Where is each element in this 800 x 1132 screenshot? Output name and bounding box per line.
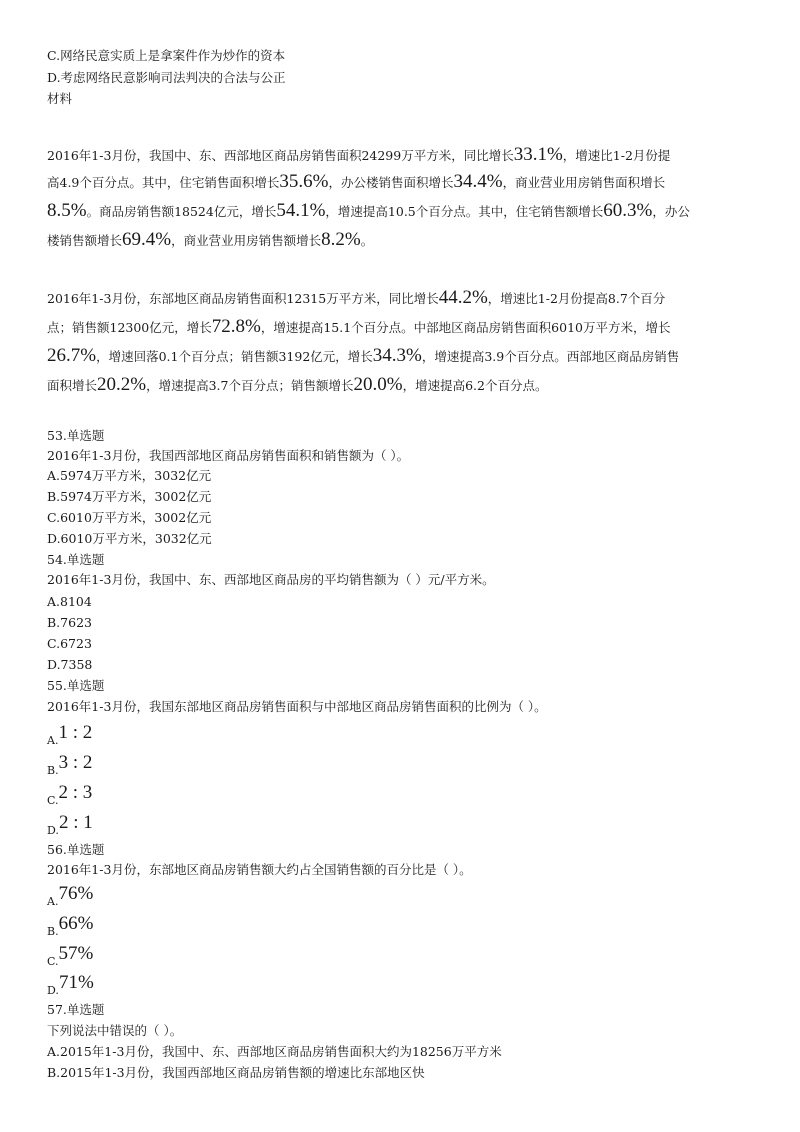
paragraph-line (47, 172, 665, 193)
percentage: 26.7% (47, 345, 97, 366)
text-run: ，增速提高3.9个百分点。西部地区商品房销售 (421, 349, 680, 364)
question-54-option-d[interactable]: D.7358 (47, 657, 93, 672)
material-label: 材料 (47, 91, 73, 106)
paragraph-line (47, 317, 671, 338)
percentage: 20.2% (97, 374, 147, 395)
question-57-header: 57.单选题 (47, 1002, 105, 1017)
option-value: 1 : 2 (58, 722, 93, 743)
option-value: 2 : 3 (58, 782, 93, 803)
question-56-stem: 2016年1-3月份，东部地区商品房销售额大约占全国销售额的百分比是（ ）。 (47, 862, 472, 877)
question-54-option-b[interactable]: B.7623 (47, 615, 92, 630)
option-label: D. (47, 824, 59, 837)
paragraph-line (47, 201, 690, 222)
option-label: C. (47, 955, 59, 968)
previous-option-d: D.考虑网络民意影响司法判决的合法与公正 (47, 70, 286, 85)
paragraph-line (47, 375, 547, 396)
question-54-header: 54.单选题 (47, 552, 105, 567)
text-run: 高4.9个百分点。其中，住宅销售面积增长 (47, 175, 280, 190)
question-57-option-b[interactable]: B.2015年1-3月份，我国西部地区商品房销售额的增速比东部地区快 (47, 1065, 425, 1080)
percentage: 8.2% (321, 229, 361, 250)
question-56-option-a[interactable] (47, 884, 93, 912)
option-label: A. (47, 734, 59, 747)
paragraph-line (47, 230, 373, 251)
text-run: 楼销售额增长 (47, 233, 123, 248)
question-53-stem: 2016年1-3月份，我国西部地区商品房销售面积和销售额为（ ）。 (47, 448, 410, 463)
option-value: 66% (58, 913, 94, 934)
text-run: ，增速提高15.1个百分点。中部地区商品房销售面积6010万平方米，增长 (260, 320, 671, 335)
option-label: A. (47, 895, 59, 908)
question-56-option-b[interactable] (47, 914, 93, 942)
text-run: ，增速比1-2月份提高8.7个百分 (487, 291, 666, 306)
question-55-option-d[interactable] (47, 813, 93, 841)
question-53-header: 53.单选题 (47, 428, 105, 443)
question-55-option-a[interactable] (47, 723, 92, 751)
question-55-option-c[interactable] (47, 783, 92, 811)
option-value: 3 : 2 (58, 752, 93, 773)
text-run: 2016年1-3月份，东部地区商品房销售面积12315万平方米，同比增长 (47, 291, 439, 306)
percentage: 20.0% (353, 374, 403, 395)
option-value: 2 : 1 (58, 812, 93, 833)
percentage: 34.4% (453, 171, 503, 192)
paragraph-line (47, 346, 679, 367)
option-value: 57% (58, 943, 94, 964)
text-run: ，增速回落0.1个百分点；销售额3192亿元，增长 (96, 349, 373, 364)
question-53-option-c[interactable]: C.6010万平方米，3002亿元 (47, 510, 212, 525)
option-label: D. (47, 984, 59, 997)
paragraph-line (47, 288, 665, 309)
text-run: ，增速提高3.7个百分点；销售额增长 (146, 378, 354, 393)
question-57-option-a[interactable]: A.2015年1-3月份，我国中、东、西部地区商品房销售面积大约为18256万平方米 (47, 1044, 502, 1059)
text-run: ，办公 (652, 204, 690, 219)
percentage: 44.2% (438, 287, 488, 308)
text-run: ，商业营业用房销售面积增长 (502, 175, 666, 190)
text-run: ，商业营业用房销售额增长 (171, 233, 322, 248)
option-value: 76% (58, 883, 94, 904)
question-55-option-b[interactable] (47, 753, 92, 781)
percentage: 34.3% (372, 345, 422, 366)
text-run: ，增速提高6.2个百分点。 (402, 378, 548, 393)
question-55-stem: 2016年1-3月份，我国东部地区商品房销售面积与中部地区商品房销售面积的比例为（ ）。 (47, 699, 547, 714)
percentage: 35.6% (279, 171, 329, 192)
question-53-option-a[interactable]: A.5974万平方米，3032亿元 (47, 468, 212, 483)
option-value: 71% (58, 972, 94, 993)
question-56-option-d[interactable] (47, 973, 94, 1001)
percentage: 69.4% (122, 229, 172, 250)
percentage: 33.1% (513, 144, 563, 165)
question-56-header: 56.单选题 (47, 842, 105, 857)
text-run: 。 (360, 233, 374, 248)
text-run: 点；销售额12300亿元，增长 (47, 320, 212, 335)
option-label: C. (47, 794, 59, 807)
question-57-stem: 下列说法中错误的（ ）。 (47, 1023, 183, 1038)
question-53-option-d[interactable]: D.6010万平方米，3032亿元 (47, 531, 212, 546)
question-54-stem: 2016年1-3月份，我国中、东、西部地区商品房的平均销售额为（ ）元/平方米。 (47, 572, 495, 587)
percentage: 60.3% (603, 200, 653, 221)
question-56-option-c[interactable] (47, 944, 93, 972)
text-run: ，增速提高10.5个百分点。其中，住宅销售额增长 (325, 204, 604, 219)
option-label: B. (47, 764, 59, 777)
previous-option-c: C.网络民意实质上是拿案件作为炒作的资本 (47, 48, 286, 63)
percentage: 72.8% (211, 316, 261, 337)
paragraph-line (47, 145, 670, 166)
percentage: 54.1% (276, 200, 326, 221)
question-54-option-c[interactable]: C.6723 (47, 636, 92, 651)
question-54-option-a[interactable]: A.8104 (47, 594, 92, 609)
question-53-option-b[interactable]: B.5974万平方米，3002亿元 (47, 489, 212, 504)
text-run: ，增速比1-2月份提 (562, 148, 671, 163)
text-run: 2016年1-3月份，我国中、东、西部地区商品房销售面积24299万平方米，同比增长 (47, 148, 514, 163)
text-run: 面积增长 (47, 378, 98, 393)
question-55-header: 55.单选题 (47, 678, 105, 693)
text-run: ，办公楼销售面积增长 (328, 175, 454, 190)
text-run: 。商品房销售额18524亿元，增长 (86, 204, 277, 219)
percentage: 8.5% (47, 200, 87, 221)
option-label: B. (47, 925, 59, 938)
